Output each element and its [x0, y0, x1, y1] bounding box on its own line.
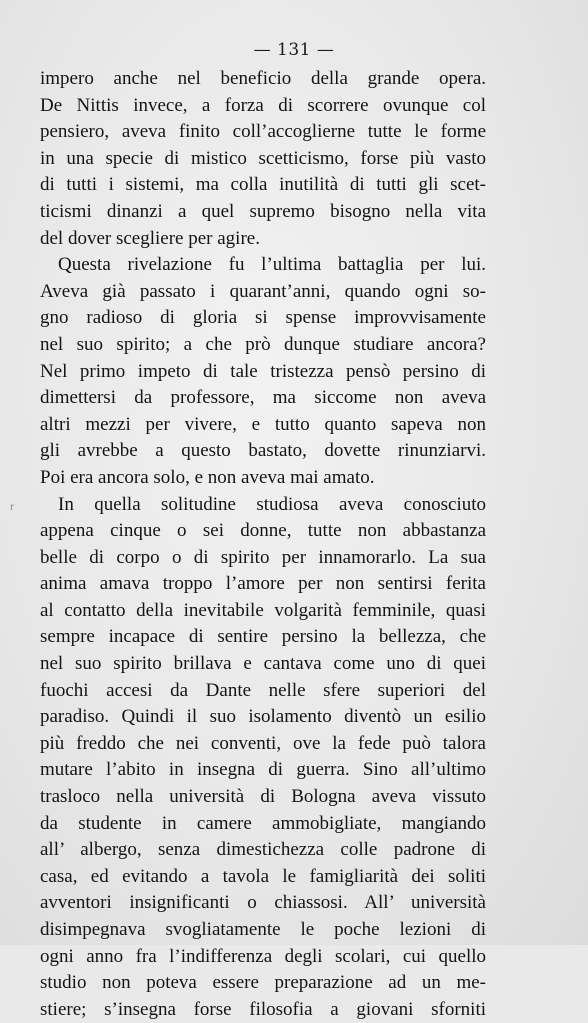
text-line: Questa rivelazione fu l’ultima battaglia per lui. [58, 254, 486, 276]
text-line: appena cinque o sei donne, tutte non abbastanza [40, 520, 486, 542]
text-line: gli avrebbe a questo bastato, dovette rinunziarvi. [40, 440, 486, 462]
text-line: al contatto della inevitabile volgarità femminile, quasi [40, 599, 486, 621]
text-line: nel suo spirito brillava e cantava come uno di quei [40, 653, 486, 675]
text-line: disimpegnava svogliatamente le poche lezioni di [40, 919, 486, 940]
text-line: anima amava troppo l’amore per non sentirsi ferita [40, 573, 486, 595]
text-line: ogni anno fra l’indifferenza degli scolari, cui quello [40, 945, 486, 967]
text-line: pensiero, aveva finito coll’accoglierne tutte le forme [40, 121, 486, 143]
text-line: belle di corpo o di spirito per innamorarlo. La sua [40, 546, 486, 568]
text-line: Poi era ancora solo, e non aveva mai amato. [40, 466, 375, 488]
text-line: In quella solitudine studiosa aveva conosciuto [58, 493, 486, 515]
text-line: casa, ed evitando a tavola le famigliarità dei soliti [40, 865, 486, 887]
text-line: De Nittis invece, a forza di scorrere ovunque col [40, 94, 486, 116]
margin-mark: r [10, 502, 15, 513]
text-line: studio non poteva essere preparazione ad un me- [40, 972, 486, 994]
text-line: stiere; s’insegna forse filosofia a giovani sforniti [40, 998, 486, 1020]
text-line: dimettersi da professore, ma siccome non aveva [40, 387, 486, 409]
text-line: più freddo che nei conventi, ove la fede può talora [40, 732, 486, 754]
text-line: da studente in camere ammobigliate, mangiando [40, 812, 486, 834]
text-line: Nel primo impeto di tale tristezza pensò persino di [40, 360, 486, 382]
body-text [40, 66, 486, 1023]
text-line: del dover scegliere per agire. [40, 227, 260, 249]
text-line: nel suo spirito; a che prò dunque studiare ancora? [40, 333, 486, 355]
text-line: mutare l’abito in insegna di guerra. Sino all’ultimo [40, 759, 486, 781]
text-line: avventori insignificanti o chiassosi. All’ università [40, 892, 486, 914]
text-line: altri mezzi per vivere, e tutto quanto sapeva non [40, 413, 486, 435]
text-line: in una specie di mistico scetticismo, forse più vasto [40, 147, 486, 169]
text-line: di tutti i sistemi, ma colla inutilità di tutti gli scet- [40, 174, 486, 196]
text-line: sempre incapace di sentire persino la bellezza, che [40, 626, 486, 648]
text-line: ticismi dinanzi a quel supremo bisogno nella vita [40, 200, 486, 222]
text-line: fuochi accesi da Dante nelle sfere superiori del [40, 679, 486, 701]
text-line: all’ albergo, senza dimestichezza colle padrone di [40, 839, 486, 861]
text-line: Aveva già passato i quarant’anni, quando ogni so- [40, 280, 486, 302]
page-number: — 131 — [253, 40, 335, 60]
text-line: paradiso. Quindi il suo isolamento diventò un esilio [40, 706, 486, 728]
text-line: gno radioso di gloria si spense improvvisamente [40, 307, 486, 329]
text-line: impero anche nel beneficio della grande opera. [40, 68, 486, 89]
text-line: trasloco nella università di Bologna aveva vissuto [40, 786, 486, 808]
